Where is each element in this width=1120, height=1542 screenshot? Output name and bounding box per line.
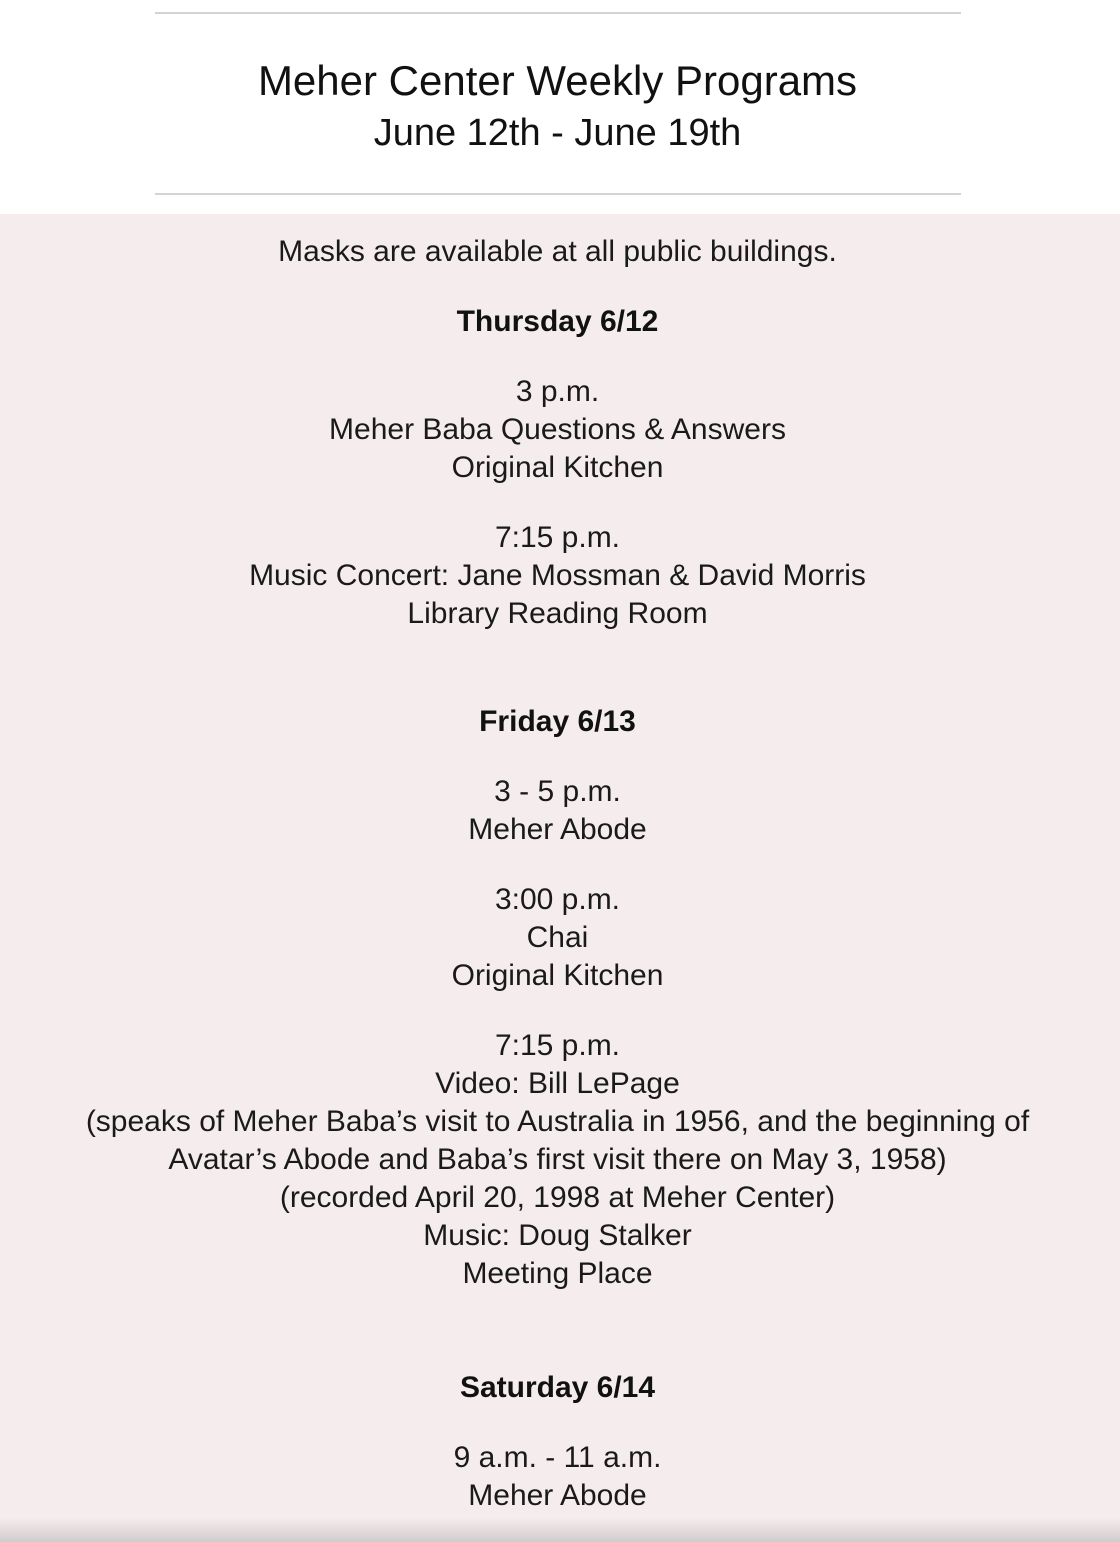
page-header: [0, 0, 1120, 214]
page-subtitle: June 12th - June 19th: [373, 112, 742, 154]
event-description: (speaks of Meher Baba’s visit to Australia in 1956, and the beginning of: [85, 1105, 1030, 1138]
event-time: 3 - 5 p.m.: [494, 775, 621, 808]
event-description: Avatar’s Abode and Baba’s first visit there on May 3, 1958): [168, 1143, 947, 1176]
event-time: 3 p.m.: [515, 375, 600, 408]
day-heading-saturday: Saturday 6/14: [459, 1371, 656, 1404]
event-location: Meeting Place: [462, 1257, 653, 1290]
event-time: 7:15 p.m.: [494, 1029, 621, 1062]
program-list: [0, 233, 1115, 1542]
event-location: Original Kitchen: [451, 959, 664, 992]
event-recording-note: (recorded April 20, 1998 at Meher Center): [279, 1181, 836, 1214]
event-time: 7:15 p.m.: [494, 521, 621, 554]
event-friday-1: [0, 773, 1115, 849]
header-top-divider: [155, 12, 961, 14]
event-time: 3:00 p.m.: [494, 883, 621, 916]
program-content: [0, 214, 1120, 1542]
day-heading-thursday: Thursday 6/12: [456, 305, 659, 338]
event-location: Original Kitchen: [451, 451, 664, 484]
event-location: Meher Abode: [468, 1479, 647, 1512]
event-title: Video: Bill LePage: [435, 1067, 680, 1100]
event-music-credit: Music: Doug Stalker: [423, 1219, 692, 1252]
event-title: Meher Baba Questions & Answers: [329, 413, 786, 446]
event-title: Chai: [526, 921, 589, 954]
event-location: Library Reading Room: [407, 597, 708, 630]
event-friday-3: [0, 1027, 1115, 1293]
event-saturday-1: [0, 1439, 1115, 1515]
mask-notice: Masks are available at all public buildings.: [278, 235, 837, 268]
event-location: Meher Abode: [468, 813, 647, 846]
day-heading-friday: Friday 6/13: [479, 705, 636, 738]
event-time: 9 a.m. - 11 a.m.: [453, 1441, 662, 1474]
scroll-fade: [0, 1518, 1120, 1542]
event-thursday-2: [0, 519, 1115, 633]
event-title: Music Concert: Jane Mossman & David Morris: [249, 559, 866, 592]
event-thursday-1: [0, 373, 1115, 487]
page-title: Meher Center Weekly Programs: [257, 57, 858, 104]
event-friday-2: [0, 881, 1115, 995]
header-bottom-divider: [155, 193, 961, 195]
